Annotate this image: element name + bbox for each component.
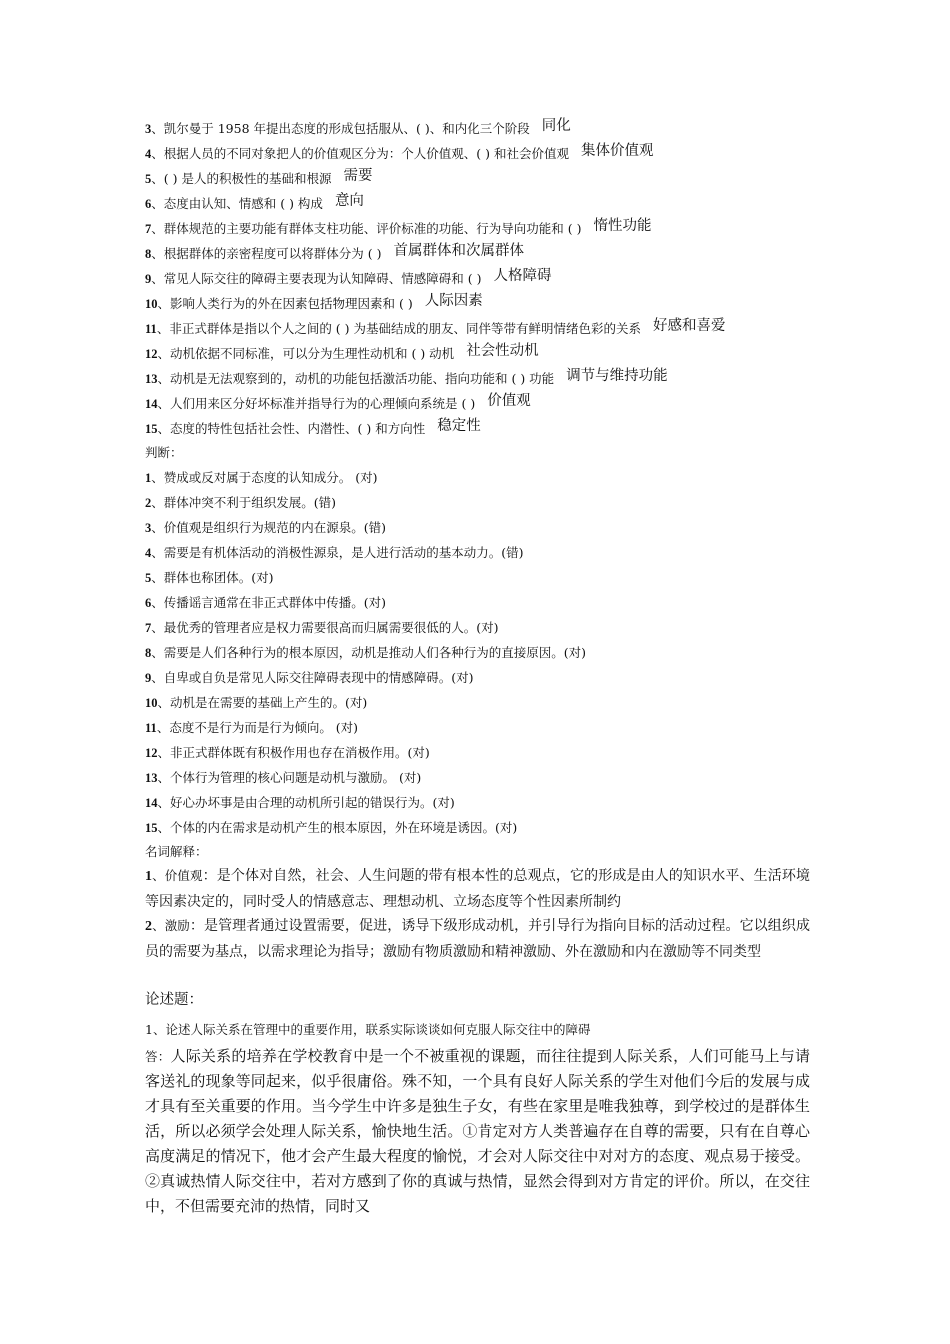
item-text: 、态度不是行为而是行为倾向。 (对) (156, 720, 359, 735)
item-text: 、传播谣言通常在非正式群体中传播。(对) (151, 595, 387, 610)
answer-text: 人际关系的培养在学校教育中是一个不被重视的课题，而往往提到人际关系，人们可能马上与请客送礼的现象等同起来，似乎很庸俗。殊不知，一个具有良好人际关系的学生对他们今后的发展与成才具有至关重要的作用。当今学生中许多是独生子女，有些在家里是唯我独尊，到学校过的是群体生活，所以必须学会处理人际关系，愉快地生活。①肯定对方人类普遍存在自尊的需要，只有在自尊心高度满足的情况下，他才会产生最大程度的愉悦，才会对人际交往中对对方的态度、观点易于接受。 ②真诚热情人际交往中，若对方感到了你的真诚与热情，显然会得到对方肯定的评价。所以，在交往中，不但需要充沛的热情，同时又 (145, 1047, 810, 1215)
fill-in-item (145, 416, 825, 442)
item-number: 9 (145, 272, 152, 286)
item-number: 10 (145, 297, 158, 311)
item-number: 2 (145, 919, 152, 934)
judgment-item (145, 715, 358, 740)
item-number: 12 (145, 746, 158, 760)
item-number: 1 (145, 869, 152, 884)
item-text: 、根据群体的亲密程度可以将群体分为 ( ) (151, 246, 382, 261)
term-definition (145, 864, 810, 914)
essay-question: 1、论述人际关系在管理中的重要作用，联系实际谈谈如何克服人际交往中的障碍 (145, 1022, 591, 1037)
item-answer: 首属群体和次属群体 (393, 243, 524, 259)
essay-heading: 论述题： (145, 992, 203, 1008)
item-text: 、非正式群体既有积极作用也存在消极作用。(对) (157, 745, 430, 760)
item-number: 6 (145, 197, 152, 211)
item-text: 、( ) 是人的积极性的基础和根源 (151, 171, 332, 186)
judgment-item (145, 740, 430, 765)
judgment-item (145, 490, 336, 515)
item-text: 、群体也称团体。(对) (151, 570, 274, 585)
fill-in-item (145, 341, 825, 367)
item-number: 3 (145, 122, 152, 136)
item-answer: 集体价值观 (580, 143, 654, 159)
item-text: 、常见人际交往的障碍主要表现为认知障碍、情感障碍和 ( ) (151, 271, 482, 286)
judgment-item (145, 540, 524, 565)
fill-in-item (145, 366, 825, 392)
fill-in-item (145, 216, 825, 242)
judgment-heading: 判断： (145, 445, 183, 460)
item-number: 13 (145, 372, 158, 386)
judgment-item (145, 615, 499, 640)
item-number: 3 (145, 521, 152, 535)
item-text: 、赞成或反对属于态度的认知成分。 (对) (151, 470, 378, 485)
item-text: 、影响人类行为的外在因素包括物理因素和 ( ) (157, 296, 413, 311)
item-text: 、动机是无法观察到的，动机的功能包括激活功能、指向功能和 ( ) 功能 (157, 371, 555, 386)
item-text: 、根据人员的不同对象把人的价值观区分为：个人价值观、( ) 和社会价值观 (151, 146, 569, 161)
item-answer: 意向 (334, 193, 364, 209)
item-answer: 惰性功能 (593, 218, 652, 234)
judgment-item (145, 515, 386, 540)
item-answer: 同化 (541, 118, 571, 134)
item-answer: 人格障碍 (493, 268, 552, 284)
item-number: 11 (145, 721, 157, 735)
term-text: ：是管理者通过设置需要，促进，诱导下级形成动机，并引导行为指向目标的活动过程。它以组织成 员的需要为基点，以需求理论为指导；激励有物质激励和精神激励、外在激励和内在激励等不同类型 (145, 918, 810, 960)
item-number: 14 (145, 397, 158, 411)
term-text: ：是个体对自然，社会、人生问题的带有根本性的总观点，它的形成是由人的知识水平、生活环境等因素决定的，同时受人的情感意志、理想动机、立场态度等个性因素所制约 (145, 868, 810, 910)
item-number: 9 (145, 671, 152, 685)
item-answer: 调节与维持功能 (566, 368, 668, 384)
judgment-item (145, 590, 386, 615)
item-number: 15 (145, 422, 158, 436)
item-number: 8 (145, 247, 152, 261)
fill-in-item (145, 266, 825, 292)
item-text: 、动机依据不同标准，可以分为生理性动机和 ( ) 动机 (157, 346, 455, 361)
item-number: 5 (145, 571, 152, 585)
judgment-item (145, 640, 586, 665)
item-number: 7 (145, 222, 152, 236)
item-number: 8 (145, 646, 152, 660)
judgment-item (145, 790, 455, 815)
fill-in-item (145, 116, 825, 142)
item-text: 、态度的特性包括社会性、内潜性、( ) 和方向性 (157, 421, 426, 436)
judgment-item (145, 465, 377, 490)
item-text: 、凯尔曼于 1958 年提出态度的形成包括服从、( )、和内化三个阶段 (151, 121, 530, 136)
judgment-item (145, 765, 421, 790)
term-definition (145, 914, 810, 964)
judgment-item (145, 565, 274, 590)
item-text: 、人们用来区分好坏标准并指导行为的心理倾向系统是 ( ) (157, 396, 476, 411)
item-text: 、最优秀的管理者应是权力需要很高而归属需要很低的人。(对) (151, 620, 499, 635)
fill-in-item (145, 191, 825, 217)
item-number: 4 (145, 546, 152, 560)
item-text: 、群体规范的主要功能有群体支柱功能、评价标准的功能、行为导向功能和 ( ) (151, 221, 582, 236)
item-text: 、态度由认知、情感和 ( ) 构成 (151, 196, 323, 211)
item-answer: 需要 (343, 168, 373, 184)
item-text: 、个体的内在需求是动机产生的根本原因，外在环境是诱因。(对) (157, 820, 518, 835)
item-number: 10 (145, 696, 158, 710)
item-text: 、个体行为管理的核心问题是动机与激励。 (对) (157, 770, 422, 785)
item-answer: 稳定性 (437, 418, 481, 434)
answer-lead: 答： (145, 1049, 171, 1064)
item-number: 11 (145, 322, 157, 336)
terms-heading: 名词解释： (145, 844, 208, 859)
item-text: 、群体冲突不利于组织发展。(错) (151, 495, 337, 510)
term-name: 、激励 (152, 918, 190, 933)
term-name: 、价值观 (152, 868, 203, 883)
item-text: 、动机是在需要的基础上产生的。(对) (157, 695, 368, 710)
fill-in-item (145, 166, 825, 192)
item-number: 13 (145, 771, 158, 785)
item-text: 、需要是人们各种行为的根本原因，动机是推动人们各种行为的直接原因。(对) (151, 645, 587, 660)
judgment-item (145, 690, 367, 715)
fill-in-item (145, 291, 825, 317)
item-number: 14 (145, 796, 158, 810)
fill-in-item (145, 141, 825, 167)
item-number: 7 (145, 621, 152, 635)
item-number: 5 (145, 172, 152, 186)
item-number: 6 (145, 596, 152, 610)
item-text: 、自卑或自负是常见人际交往障碍表现中的情感障碍。(对) (151, 670, 474, 685)
item-text: 、好心办坏事是由合理的动机所引起的错误行为。(对) (157, 795, 455, 810)
judgment-item (145, 815, 517, 840)
fill-in-item (145, 391, 825, 417)
item-text: 、价值观是组织行为规范的内在源泉。(错) (151, 520, 387, 535)
item-answer: 人际因素 (424, 293, 483, 309)
item-number: 2 (145, 496, 152, 510)
item-number: 12 (145, 347, 158, 361)
essay-answer (145, 1044, 810, 1219)
item-number: 15 (145, 821, 158, 835)
item-answer: 社会性动机 (466, 343, 539, 359)
item-number: 4 (145, 147, 152, 161)
item-text: 、非正式群体是指以个人之间的 ( ) 为基础结成的朋友、同伴等带有鲜明情绪色彩的关系 (156, 321, 641, 336)
fill-in-item (145, 241, 825, 267)
item-answer: 好感和喜爱 (653, 318, 726, 334)
item-number: 1 (145, 471, 152, 485)
item-answer: 价值观 (487, 393, 531, 409)
fill-in-item (145, 316, 825, 342)
item-text: 、需要是有机体活动的消极性源泉，是人进行活动的基本动力。(错) (151, 545, 524, 560)
judgment-item (145, 665, 474, 690)
